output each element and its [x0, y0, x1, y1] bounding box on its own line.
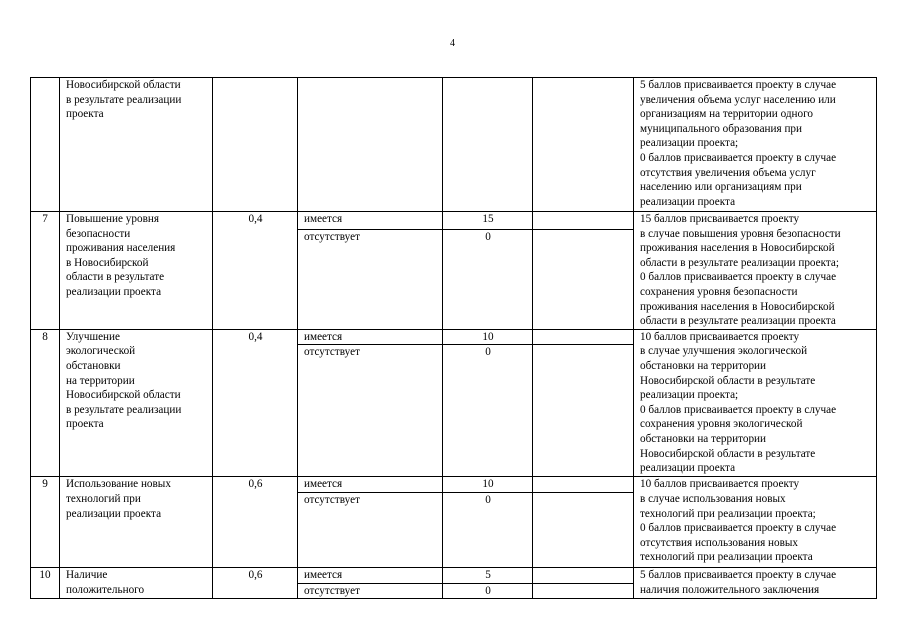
points-cell	[443, 78, 533, 212]
empty-cell	[533, 345, 634, 477]
table-row-continued	[31, 78, 877, 212]
points-cell: 0	[443, 583, 533, 599]
description-cell: 10 баллов присваивается проекту в случае улучшения экологической обстановки на территории Новосибирской области в результате реализации проекта; 0 баллов присваивается проекту в случае сохранения уровня экологической обстановки на территории Новосибирской области в результате реализации проекта	[634, 329, 877, 477]
criterion-cell: Использование новых технологий при реализации проекта	[60, 477, 213, 568]
points-cell: 0	[443, 492, 533, 567]
empty-cell	[533, 78, 634, 212]
row-number-cell: 7	[31, 212, 60, 330]
criterion-cell: Повышение уровня безопасности проживания населения в Новосибирской области в результате реализации проекта	[60, 212, 213, 330]
empty-cell	[533, 229, 634, 329]
option-cell: имеется	[298, 212, 443, 230]
empty-cell	[533, 329, 634, 345]
empty-cell	[533, 583, 634, 599]
weight-cell: 0,6	[213, 567, 298, 598]
table-row	[31, 329, 877, 345]
weight-cell	[213, 78, 298, 212]
points-cell: 5	[443, 567, 533, 583]
table-row	[31, 212, 877, 230]
row-number-cell: 10	[31, 567, 60, 598]
weight-cell: 0,4	[213, 212, 298, 330]
option-cell: отсутствует	[298, 229, 443, 329]
criterion-cell: Наличие положительного	[60, 567, 213, 598]
option-cell	[298, 78, 443, 212]
description-cell: 15 баллов присваивается проекту в случае повышения уровня безопасности проживания населения в Новосибирской области в результате реализации проекта; 0 баллов присваивается проекту в случае сохранения уровня безопасности проживания населения в Новосибирской области в результате реализации проекта	[634, 212, 877, 330]
criterion-cell: Новосибирской области в результате реализации проекта	[60, 78, 213, 212]
weight-cell: 0,6	[213, 477, 298, 568]
option-cell: имеется	[298, 477, 443, 493]
criteria-table	[30, 77, 877, 599]
points-cell: 0	[443, 229, 533, 329]
description-cell: 5 баллов присваивается проекту в случае наличия положительного заключения	[634, 567, 877, 598]
row-number-cell: 8	[31, 329, 60, 477]
option-cell: отсутствует	[298, 492, 443, 567]
table-row	[31, 567, 877, 583]
points-cell: 10	[443, 329, 533, 345]
row-number-cell: 9	[31, 477, 60, 568]
page-number: 4	[450, 38, 455, 49]
empty-cell	[533, 492, 634, 567]
weight-cell: 0,4	[213, 329, 298, 477]
empty-cell	[533, 477, 634, 493]
option-cell: имеется	[298, 329, 443, 345]
description-cell: 10 баллов присваивается проекту в случае использования новых технологий при реализации проекта; 0 баллов присваивается проекту в случае отсутствия использования новых технологий при реализации проекта	[634, 477, 877, 568]
points-cell: 15	[443, 212, 533, 230]
description-cell: 5 баллов присваивается проекту в случае увеличения объема услуг населению или организациям на территории одного муниципального образования при реализации проекта; 0 баллов присваивается проекту в случае отсутствия увеличения объема услуг населению или организациям при реализации проекта	[634, 78, 877, 212]
table-row	[31, 477, 877, 493]
criterion-cell: Улучшение экологической обстановки на территории Новосибирской области в результате реализации проекта	[60, 329, 213, 477]
option-cell: отсутствует	[298, 345, 443, 477]
empty-cell	[533, 212, 634, 230]
points-cell: 0	[443, 345, 533, 477]
option-cell: имеется	[298, 567, 443, 583]
option-cell: отсутствует	[298, 583, 443, 599]
row-number-cell	[31, 78, 60, 212]
points-cell: 10	[443, 477, 533, 493]
empty-cell	[533, 567, 634, 583]
